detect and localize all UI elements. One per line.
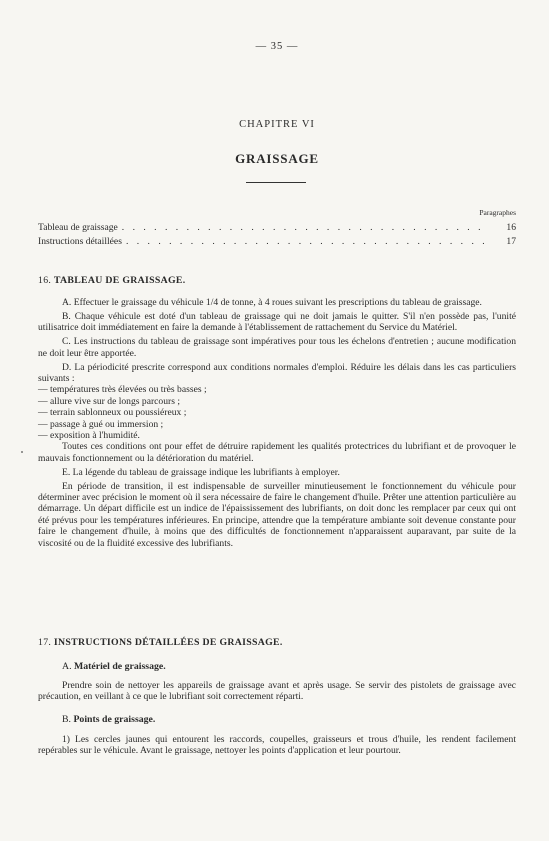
subsection-a-body bbox=[38, 680, 516, 703]
section-16-heading bbox=[38, 275, 516, 286]
paragraph: B. Chaque véhicule est doté d'un tableau de graissage qui ne doit jamais le quitter. S'il n'en possède pas, l'unité utilisatrice doit immédiatement en faire la demande à l'établissement de rattachement du Service du Matériel. bbox=[38, 310, 516, 334]
paragraph: Toutes ces conditions ont pour effet de détruire rapidement les qualités protectrices du lubrifiant et de provoquer le mauvais fonctionnement ou la détérioration du matériel. bbox=[38, 441, 516, 464]
toc-entry-number: 16 bbox=[506, 222, 516, 233]
section-title: TABLEAU DE GRAISSAGE. bbox=[53, 275, 186, 286]
paragraph: E. La légende du tableau de graissage indique les lubrifiants à employer. bbox=[62, 466, 340, 478]
subsection-b-heading bbox=[62, 714, 155, 725]
list-item: — exposition à l'humidité. bbox=[38, 429, 140, 441]
toc-entry bbox=[38, 236, 516, 247]
paragraph: 1) Les cercles jaunes qui entourent les raccords, coupelles, graisseurs et trous d'huile, les rendent facilement repérables sur le véhicule. Avant le graissage, nettoyer les points d'application et leur pourtour. bbox=[38, 734, 516, 757]
subsection-a-heading bbox=[62, 661, 166, 672]
list-item: — passage à gué ou immersion ; bbox=[38, 418, 164, 430]
paragraph: D. La périodicité prescrite correspond aux conditions normales d'emploi. Réduire les délais dans les cas particuliers suivants : bbox=[38, 361, 516, 384]
subsection-title: Matériel de graissage. bbox=[73, 661, 166, 672]
margin-speck bbox=[21, 451, 23, 453]
subsection-letter: A. bbox=[62, 661, 72, 672]
toc-entry-number: 17 bbox=[506, 236, 516, 247]
paragraph: Prendre soin de nettoyer les appareils de graissage avant et après usage. Se servir des pistolets de graissage avec précaution, en veillant à ce que le lubrifiant soit correctement réparti. bbox=[38, 680, 516, 703]
section-number: 16. bbox=[38, 275, 52, 286]
section-number: 17. bbox=[38, 637, 52, 648]
title-rule bbox=[246, 182, 306, 183]
toc-leader bbox=[122, 222, 488, 233]
paragraph: C. Les instructions du tableau de graissage sont impératives pour tous les échelons d'entretien ; aucune modification ne doit leur être apportée. bbox=[38, 336, 516, 359]
paragraph: En période de transition, il est indispensable de surveiller minutieusement le fonctionnement du véhicule pour déterminer avec précision le moment où il sera nécessaire de faire le changement d'huile. Prêter une attention particulière au démarrage. Un départ difficile est un indice de l'épaississement des lubrifiants, on doit donc les remplacer par ceux qui ont été prévus pour les températures inférieures. En principe, attendre que la température ambiante soit devenue constante pour faire le changement d'huile, à moins que des difficultés de fonctionnement n'apparaissent auparavant, par suite de la viscosité ou de la fluidité excessive des lubrifiants. bbox=[38, 480, 516, 549]
list-item: — allure vive sur de longs parcours ; bbox=[38, 395, 181, 407]
toc-entry-label: Instructions détaillées bbox=[38, 236, 122, 247]
section-title: INSTRUCTIONS DÉTAILLÉES DE GRAISSAGE. bbox=[53, 637, 283, 648]
section-16-body bbox=[38, 297, 516, 549]
subsection-letter: B. bbox=[62, 714, 71, 725]
section-17-heading bbox=[38, 637, 516, 648]
toc-entry bbox=[38, 222, 516, 233]
subsection-b-body bbox=[38, 734, 516, 757]
paragraph: A. Effectuer le graissage du véhicule 1/4 de tonne, à 4 roues suivant les prescriptions du tableau de graissage. bbox=[62, 297, 482, 308]
toc-header: Paragraphes bbox=[479, 208, 516, 217]
subsection-title: Points de graissage. bbox=[73, 714, 156, 725]
toc-leader bbox=[126, 236, 488, 247]
chapter-heading: CHAPITRE VI bbox=[239, 119, 315, 130]
toc-entry-label: Tableau de graissage bbox=[38, 222, 118, 233]
chapter-title: GRAISSAGE bbox=[235, 151, 319, 166]
list-item: — terrain sablonneux ou poussiéreux ; bbox=[38, 407, 187, 419]
condition-list bbox=[38, 384, 516, 441]
page-number: — 35 — bbox=[255, 41, 299, 52]
list-item: — températures très élevées ou très basses ; bbox=[38, 384, 207, 396]
